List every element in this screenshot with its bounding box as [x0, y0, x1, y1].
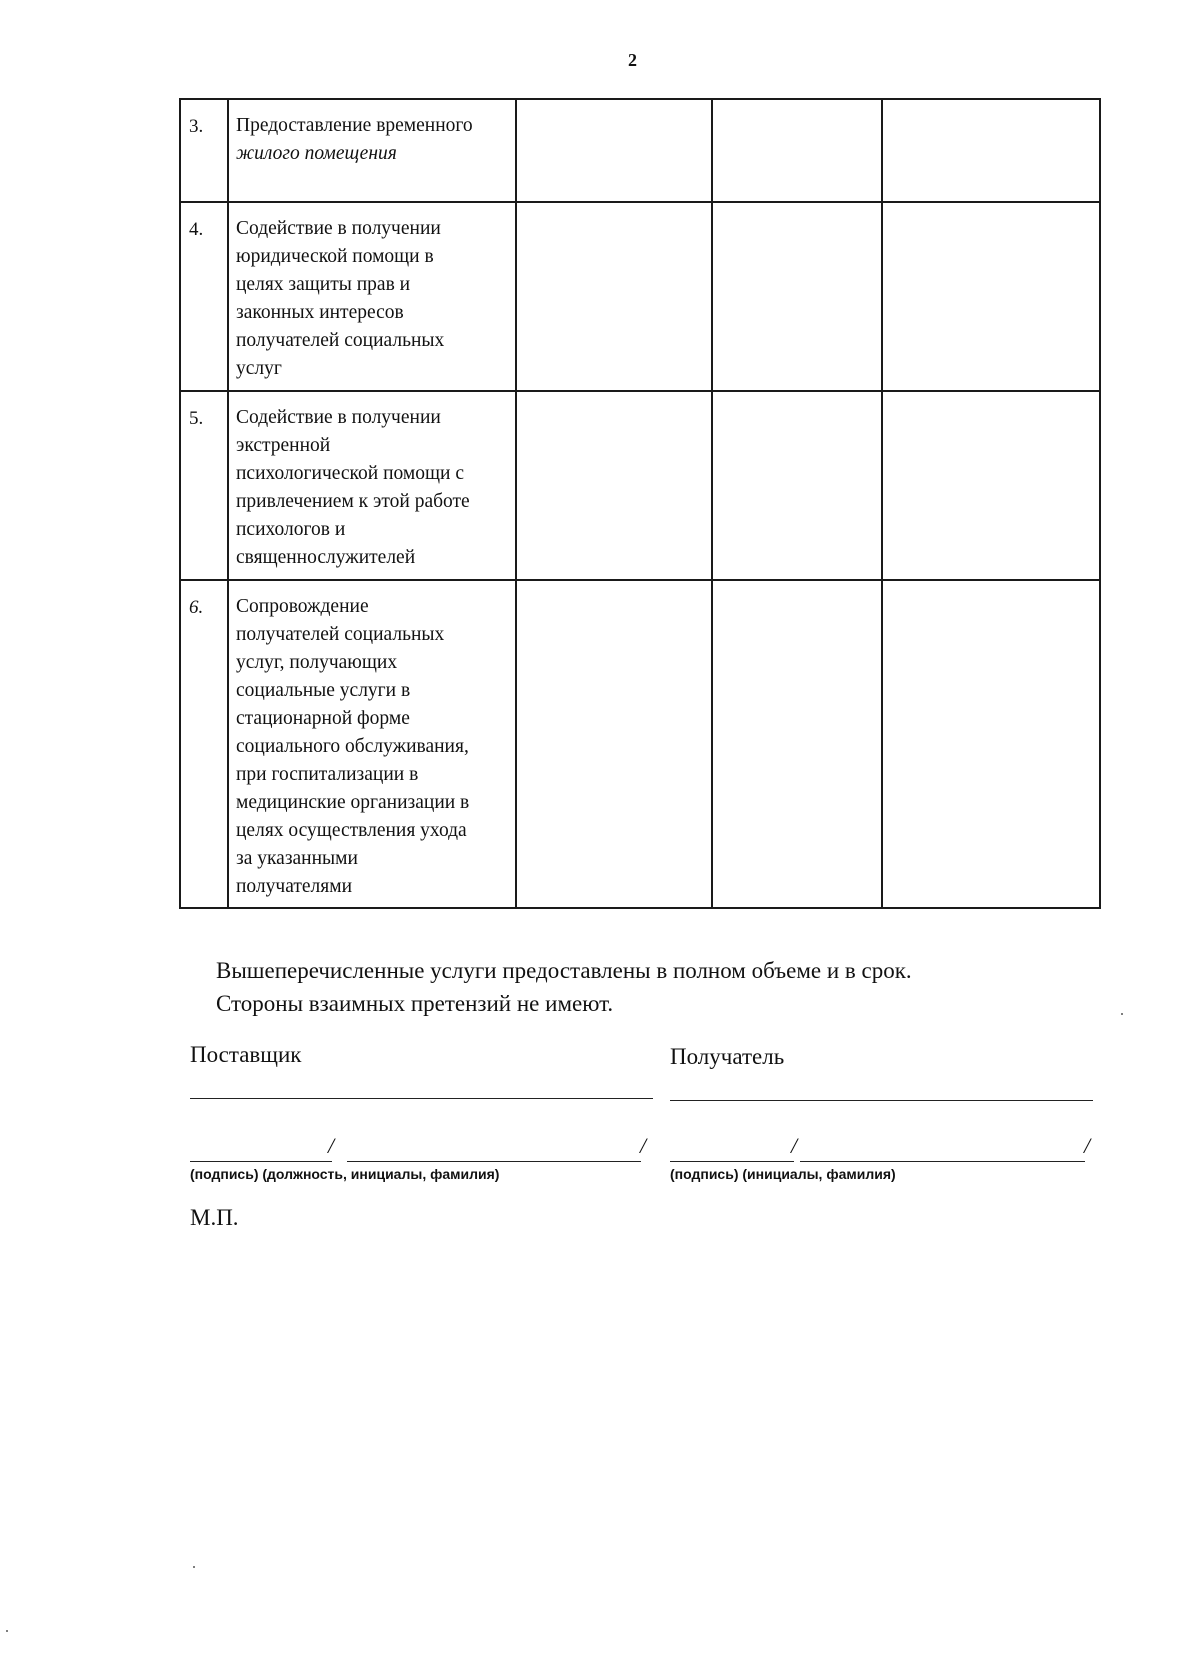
recipient-name-line — [670, 1100, 1093, 1101]
separator-slash: / — [1084, 1133, 1091, 1158]
service-name — [228, 202, 516, 391]
service-name — [228, 391, 516, 580]
service-name-line: при госпитализации в — [236, 764, 419, 785]
empty-cell — [516, 391, 712, 580]
service-name-line: получателей социальных — [236, 624, 445, 645]
scan-speck — [1121, 1013, 1123, 1015]
supplier-position-line — [347, 1161, 641, 1162]
scan-speck — [193, 1566, 195, 1568]
recipient-label: Получатель — [670, 1044, 785, 1069]
service-name-line: целях осуществления ухода — [236, 820, 467, 841]
service-name-line: за указанными — [236, 848, 358, 869]
recipient-initials-line — [800, 1161, 1085, 1162]
table-row — [180, 202, 1100, 391]
service-name-line: юридической помощи в — [236, 246, 434, 267]
empty-cell — [516, 99, 712, 202]
service-name-line: получателями — [236, 876, 353, 897]
scan-speck — [6, 1630, 8, 1632]
supplier-label: Поставщик — [190, 1042, 302, 1067]
supplier-name-line — [190, 1098, 653, 1099]
service-name-line: целях защиты прав и — [236, 274, 411, 295]
row-number: 6. — [180, 580, 228, 908]
row-number: 3. — [180, 99, 228, 202]
separator-slash: / — [640, 1133, 647, 1158]
row-number: 4. — [180, 202, 228, 391]
service-name-line: психологической помощи с — [236, 463, 464, 484]
empty-cell — [712, 99, 882, 202]
statement-line-1: Вышеперечисленные услуги предоставлены в полном объеме и в срок. — [216, 958, 912, 983]
service-name-line: законных интересов — [236, 302, 404, 323]
service-name — [228, 99, 516, 202]
completion-statement — [216, 954, 912, 1020]
separator-slash: / — [791, 1133, 798, 1158]
service-name-line: услуг, получающих — [236, 652, 398, 673]
supplier-signature-line — [190, 1161, 332, 1162]
empty-cell — [882, 99, 1100, 202]
recipient-caption: (подпись) (инициалы, фамилия) — [670, 1166, 896, 1182]
empty-cell — [882, 202, 1100, 391]
service-name-line: услуг — [236, 358, 282, 379]
service-name-line: Сопровождение — [236, 596, 369, 617]
statement-line-2: Стороны взаимных претензий не имеют. — [216, 991, 614, 1016]
service-name-line: Предоставление временного — [236, 115, 473, 136]
seal-label: М.П. — [190, 1205, 239, 1230]
service-name-line: Содействие в получении — [236, 218, 441, 239]
empty-cell — [516, 580, 712, 908]
empty-cell — [712, 391, 882, 580]
empty-cell — [882, 580, 1100, 908]
page-number: 2 — [628, 50, 637, 70]
service-name-line: медицинские организации в — [236, 792, 470, 813]
empty-cell — [882, 391, 1100, 580]
service-name — [228, 580, 516, 908]
service-name-line: жилого помещения — [236, 143, 397, 164]
service-name-line: социального обслуживания, — [236, 736, 469, 757]
empty-cell — [712, 202, 882, 391]
services-table — [179, 98, 1101, 909]
empty-cell — [712, 580, 882, 908]
service-name-line: священнослужителей — [236, 547, 416, 568]
table-row — [180, 391, 1100, 580]
table-row — [180, 99, 1100, 202]
empty-cell — [516, 202, 712, 391]
table-row — [180, 580, 1100, 908]
service-name-line: социальные услуги в — [236, 680, 411, 701]
service-name-line: экстренной — [236, 435, 331, 456]
recipient-signature-line — [670, 1161, 794, 1162]
service-name-line: стационарной форме — [236, 708, 410, 729]
service-name-line: Содействие в получении — [236, 407, 441, 428]
separator-slash: / — [328, 1133, 335, 1158]
row-number: 5. — [180, 391, 228, 580]
service-name-line: привлечением к этой работе — [236, 491, 470, 512]
service-name-line: получателей социальных — [236, 330, 445, 351]
service-name-line: психологов и — [236, 519, 346, 540]
supplier-caption: (подпись) (должность, инициалы, фамилия) — [190, 1166, 500, 1182]
